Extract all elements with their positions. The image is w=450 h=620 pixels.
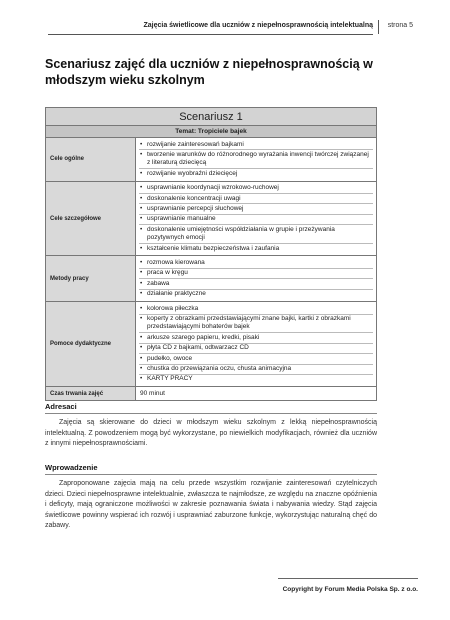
list-item: • kształcenie klimatu bezpieczeństwa i zaufania [139, 244, 373, 253]
list-item: • KARTY PRACY [139, 375, 373, 384]
row-content [136, 302, 377, 387]
list-item: • doskonalenie umiejętności współdziałania w grupie i przeżywania pozytywnych emocji [139, 225, 373, 244]
duration-label: Czas trwania zajęć [46, 387, 136, 401]
page-number: strona 5 [387, 22, 413, 29]
list-item: • działanie praktyczne [139, 290, 373, 299]
list-item: • pudełko, owoce [139, 354, 373, 364]
scenario-subtitle: Temat: Tropiciele bajek [46, 126, 377, 138]
section-heading-wprowadzenie: Wprowadzenie [45, 463, 98, 472]
list-item: • praca w kręgu [139, 269, 373, 279]
copyright-text: Copyright by Forum Media Polska Sp. z o.o. [282, 586, 418, 593]
footer-rule [278, 578, 418, 579]
list-item: • doskonalenie koncentracji uwagi [139, 194, 373, 204]
list-item: • koperty z obrazkami przedstawiającymi znane bajki, kartki z obrazkami przedstawiającymi bohaterów bajek [139, 315, 373, 334]
list-item: • rozwijanie wyobraźni dziecięcej [139, 169, 373, 178]
row-label: Cele ogólne [46, 138, 136, 182]
table-row [46, 256, 377, 302]
row-content [136, 138, 377, 182]
row-content [136, 256, 377, 302]
paragraph-wprowadzenie: Zaproponowane zajęcia mają na celu przede wszystkim rozwijanie zainteresowań czytelniczych dzieci. Dzieci niepełnosprawne intelektualnie, zwłaszcza te najmłodsze, ze względu na znaczne opóźnienia i deficyty, mają ograniczone możliwości w zakresie poznawania świata i nabywania wiedzy. Stąd zajęcia świetlicowe powinny wspierać ich rozwój i usprawniać zaburzone funkcje, wykorzystując naturalną chęć do zabawy. [45, 480, 377, 529]
table-row [46, 181, 377, 256]
list-item: • zabawa [139, 279, 373, 289]
section-rule [45, 413, 377, 414]
list-item: • arkusze szarego papieru, kredki, pisaki [139, 333, 373, 343]
page-header [48, 20, 413, 34]
header-title: Zajęcia świetlicowe dla uczniów z niepełnosprawnością intelektualną [143, 22, 373, 29]
row-label: Pomoce dydaktyczne [46, 302, 136, 387]
list-item: • rozmowa kierowana [139, 258, 373, 268]
row-content [136, 181, 377, 256]
table-row [46, 387, 377, 401]
list-item: • płyta CD z bajkami, odtwarzacz CD [139, 344, 373, 354]
list-item: • usprawnianie percepcji słuchowej [139, 204, 373, 214]
table-row [46, 138, 377, 182]
section-rule [45, 474, 377, 475]
row-label: Cele szczegółowe [46, 181, 136, 256]
header-rule [48, 34, 373, 35]
row-label: Metody pracy [46, 256, 136, 302]
list-item: • chustka do przewiązania oczu, chusta animacyjna [139, 365, 373, 375]
list-item: • usprawnianie koordynacji wzrokowo-ruchowej [139, 184, 373, 194]
scenario-table [45, 107, 377, 401]
paragraph-adresaci: Zajęcia są skierowane do dzieci w młodszym wieku szkolnym z lekką niepełnosprawnością intelektualną. Z powodzeniem mogą być wykorzystane, po niewielkich modyfikacjach, również dla uczniów z innymi niepełnosprawnościami. [45, 419, 377, 447]
duration-value: 90 minut [136, 387, 377, 401]
list-item: • kolorowa piłeczka [139, 304, 373, 314]
section-heading-adresaci: Adresaci [45, 402, 77, 411]
document-title: Scenariusz zajęć dla uczniów z niepełnosprawnością w młodszym wieku szkolnym [45, 57, 373, 87]
scenario-title: Scenariusz 1 [46, 108, 377, 126]
list-item: • rozwijanie zainteresowań bajkami [139, 140, 373, 150]
table-row [46, 302, 377, 387]
list-item: • usprawnianie manualne [139, 215, 373, 225]
header-separator [378, 20, 379, 34]
list-item: • tworzenie warunków do różnorodnego wyrażania inwencji twórczej związanej z literaturą dziecięcą [139, 150, 373, 169]
